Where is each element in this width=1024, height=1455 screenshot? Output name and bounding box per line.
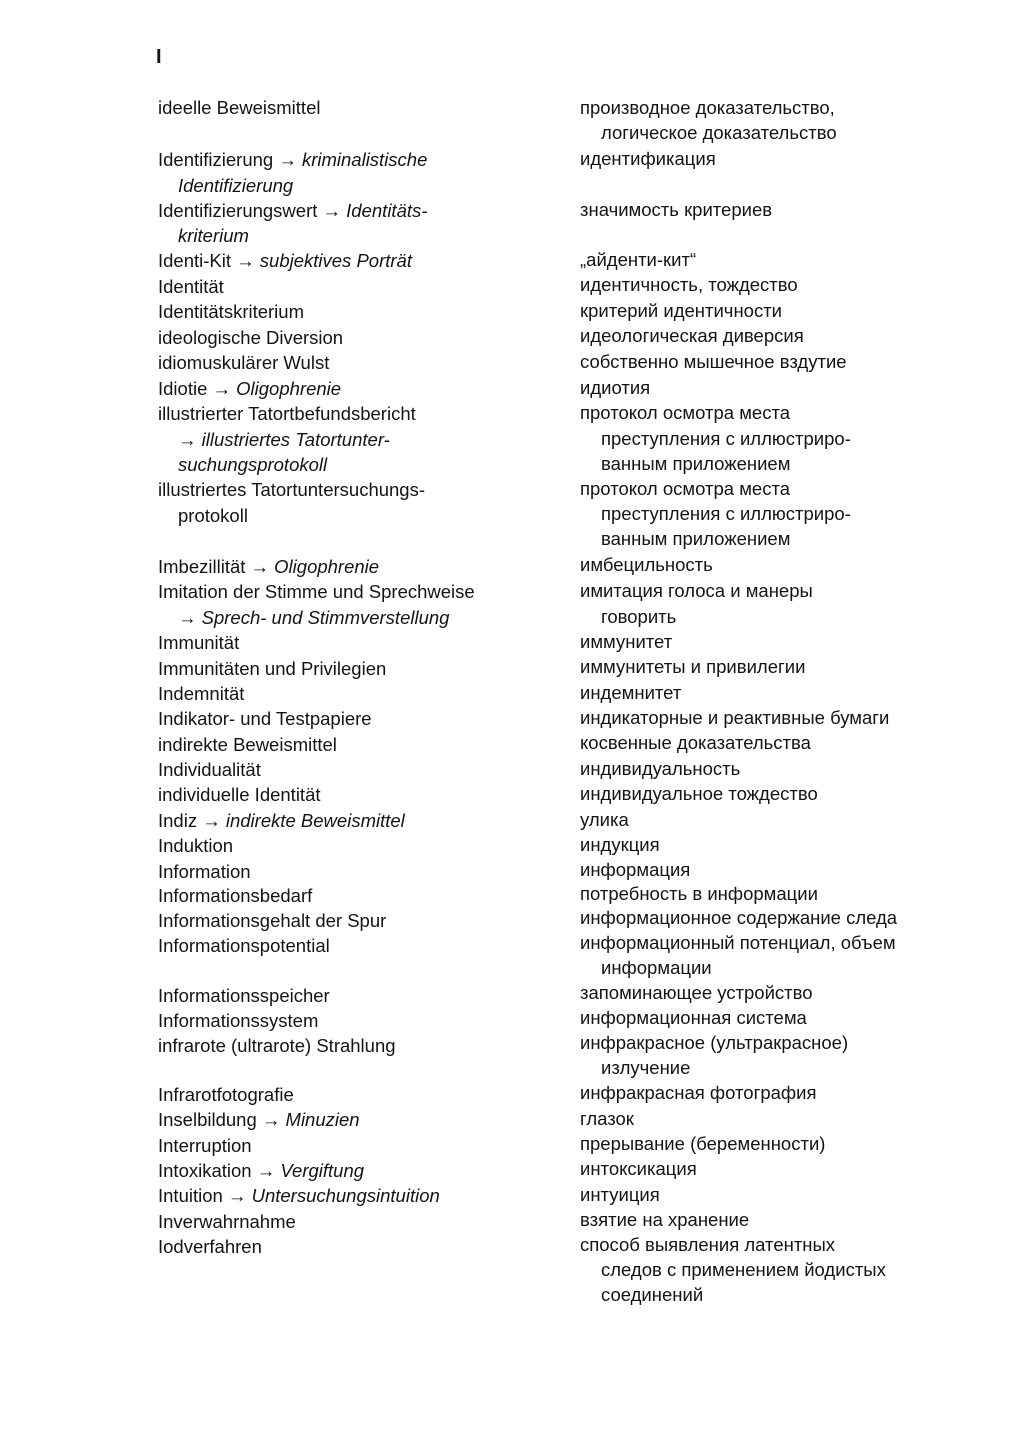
ru-translation-continuation: излучение [601,1057,691,1078]
ru-translation: иммунитеты и привилегии [580,656,806,677]
de-term: Idiotie → Oligophrenie [158,378,342,399]
ru-translation: иммунитет [580,631,673,652]
ru-translation: косвенные доказательства [580,732,811,753]
ru-translation: индукция [580,834,660,855]
de-term: Information [158,861,251,882]
de-term: indirekte Beweismittel [158,734,337,755]
ru-translation-continuation: соединений [601,1284,704,1305]
de-term: Inselbildung → Minuzien [158,1109,360,1130]
de-term: Iodverfahren [158,1236,262,1257]
ru-translation: взятие на хранение [580,1209,750,1230]
ru-translation: запоминающее устройство [580,982,813,1003]
de-term: Inverwahrnahme [158,1211,296,1232]
de-term: infrarote (ultrarote) Strahlung [158,1035,396,1056]
ru-translation: идеологическая диверсия [580,325,804,346]
de-term: Indemnität [158,683,245,704]
de-term: Indikator- und Testpapiere [158,708,372,729]
de-term: Informationsgehalt der Spur [158,910,387,931]
ru-translation: глазок [580,1108,634,1129]
ru-translation-continuation: информации [601,957,712,978]
de-term: Informationsbedarf [158,885,313,906]
ru-translation: „айденти-кит“ [580,249,697,270]
ru-translation: значимость критериев [580,199,773,220]
de-term-continuation: suchungsprotokoll [178,454,328,475]
ru-translation: собственно мышечное вздутие [580,351,847,372]
de-term-continuation: Identifizierung [178,175,294,196]
ru-translation: имитация голоса и манеры [580,580,813,601]
de-term-continuation: kriterium [178,225,249,246]
de-term: Interruption [158,1135,252,1156]
de-term: ideelle Beweismittel [158,97,321,118]
de-term: Intuition → Untersuchungsintuition [158,1185,440,1206]
ru-translation: инфракрасная фотография [580,1082,817,1103]
de-term: Informationsspeicher [158,985,330,1006]
ru-translation: индивидуальное тождество [580,783,818,804]
ru-translation: информационное содержание следа [580,907,898,928]
de-term-continuation: protokoll [178,505,248,526]
de-term: Imitation der Stimme und Sprechweise [158,581,475,602]
ru-translation: протокол осмотра места [580,402,791,423]
ru-translation: идиотия [580,377,651,398]
de-term: Identifizierung → kriminalistische [158,149,428,170]
de-term: Imbezillität → Oligophrenie [158,556,380,577]
de-term-continuation: → illustriertes Tatortunter- [178,429,390,450]
ru-translation: индемнитет [580,682,682,703]
ru-translation-continuation: преступления с иллюстриро- [601,503,851,524]
ru-translation: прерывание (беременности) [580,1133,826,1154]
ru-translation-continuation: ванным приложением [601,453,791,474]
ru-translation: информация [580,859,691,880]
de-term: Informationspotential [158,935,330,956]
de-term: Induktion [158,835,234,856]
de-term: ideologische Diversion [158,327,344,348]
ru-translation: интуиция [580,1184,660,1205]
ru-translation: производное доказательство, [580,97,835,118]
de-term: Immunität [158,632,240,653]
ru-translation-continuation: ванным приложением [601,528,791,549]
de-term: illustrierter Tatortbefundsbericht [158,403,416,424]
ru-translation: критерий идентичности [580,300,783,321]
de-term: Indiz → indirekte Beweismittel [158,810,405,831]
de-term: individuelle Identität [158,784,321,805]
de-term: Intoxikation → Vergiftung [158,1160,365,1181]
ru-translation: интоксикация [580,1158,697,1179]
ru-translation: имбецильность [580,554,713,575]
ru-translation: информационная система [580,1007,807,1028]
ru-translation: идентификация [580,148,716,169]
ru-translation: идентичность, тождество [580,274,798,295]
ru-translation: способ выявления латентных [580,1234,836,1255]
de-term: Individualität [158,759,261,780]
ru-translation: информационный потенциал, объем [580,932,896,953]
de-term: Identität [158,276,224,297]
ru-translation: потребность в информации [580,883,818,904]
de-term: Informationssystem [158,1010,319,1031]
de-term: idiomuskulärer Wulst [158,352,330,373]
de-term: Identifizierungswert → Identitäts- [158,200,428,221]
ru-translation: протокол осмотра места [580,478,791,499]
de-term: Identi-Kit → subjektives Porträt [158,250,412,271]
ru-translation: инфракрасное (ультракрасное) [580,1032,849,1053]
ru-translation-continuation: преступления с иллюстриро- [601,428,851,449]
ru-translation-continuation: логическое доказательство [601,122,837,143]
de-term-continuation: → Sprech- und Stimmverstellung [178,607,450,628]
ru-translation-continuation: следов с применением йодистых [601,1259,886,1280]
page-section-letter: I [156,46,162,68]
de-term: illustriertes Tatortuntersuchungs- [158,479,426,500]
de-term: Immunitäten und Privilegien [158,658,387,679]
ru-translation: улика [580,809,629,830]
ru-translation: индивидуальность [580,758,741,779]
de-term: Infrarotfotografie [158,1084,294,1105]
ru-translation-continuation: говорить [601,606,677,627]
ru-translation: индикаторные и реактивные бумаги [580,707,890,728]
de-term: Identitätskriterium [158,301,304,322]
